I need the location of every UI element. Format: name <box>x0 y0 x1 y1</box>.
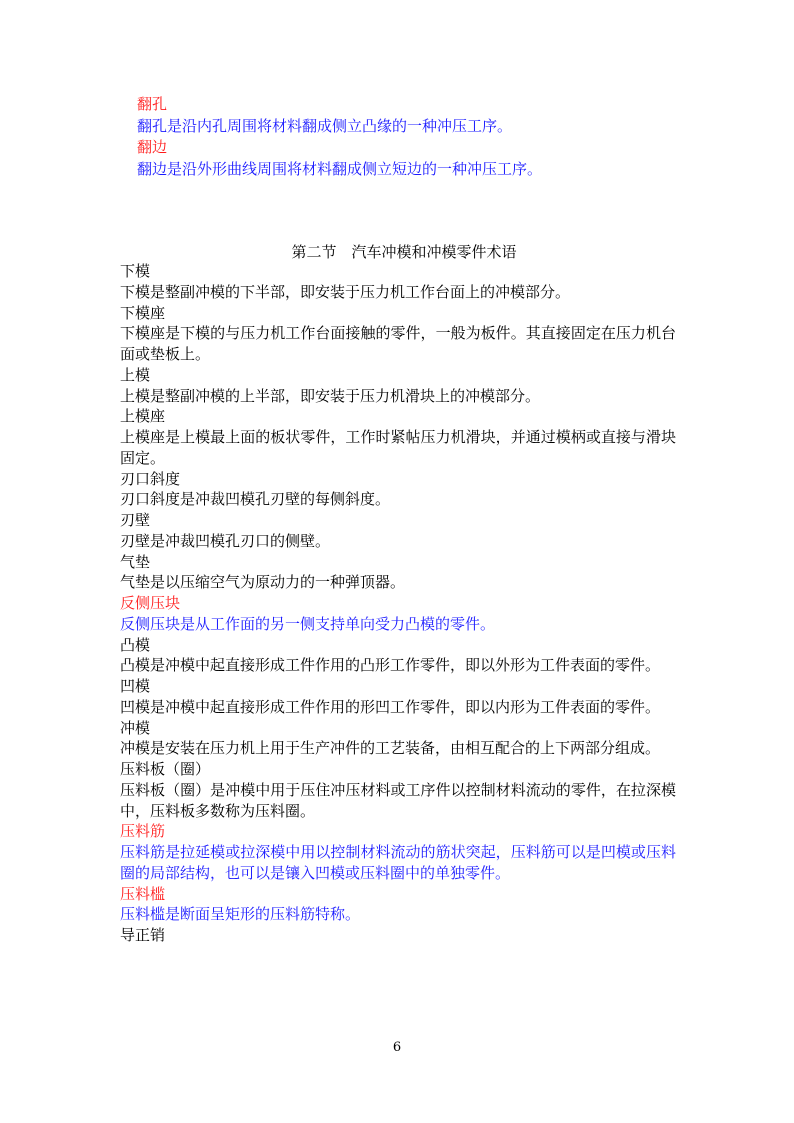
term-title: 凹模 <box>120 677 151 695</box>
term-title: 压料筋 <box>120 822 166 841</box>
term-definition: 气垫是以压缩空气为原动力的一种弹顶器。 <box>120 573 406 592</box>
term-title: 压料槛 <box>120 884 166 903</box>
terms-list <box>120 261 676 946</box>
term-title: 下模 <box>120 262 151 280</box>
term-definition: 刃壁是冲裁凹模孔刃口的侧壁。 <box>120 531 331 550</box>
term-definition: 下模是整副冲模的下半部，即安装于压力机工作台面上的冲模部分。 <box>120 282 571 301</box>
term-title: 反侧压块 <box>120 594 181 612</box>
term-definition: 冲模是安装在压力机上用于生产冲件的工艺装备，由相互配合的上下两部分组成。 <box>120 739 661 758</box>
term-definition: 翻孔是沿内孔周围将材料翻成侧立凸缘的一种冲压工序。 <box>137 116 513 135</box>
term-definition: 反侧压块是从工作面的另一侧支持单向受力凸模的零件。 <box>120 614 496 633</box>
term-definition: 上模座是上模最上面的板状零件，工作时紧帖压力机滑块，并通过模柄或直接与滑块固定。 <box>120 428 676 467</box>
term-title: 刃壁 <box>120 511 151 529</box>
term-title: 刃口斜度 <box>120 469 181 488</box>
term-definition: 压料槛是断面呈矩形的压料筋特称。 <box>120 905 361 924</box>
term-definition: 凸模是冲模中起直接形成工件作用的凸形工作零件，即以外形为工件表面的零件。 <box>120 656 661 675</box>
term-title: 翻孔 <box>137 95 168 113</box>
page-number: 6 <box>392 1040 402 1055</box>
term-title: 上模 <box>120 365 151 384</box>
intro-block <box>137 94 697 180</box>
term-definition: 压料筋是拉延模或拉深模中用以控制材料流动的筋状突起，压料筋可以是凹模或压料圈的局部结构，也可以是镶入凹模或压料圈中的单独零件。 <box>120 843 676 882</box>
term-title: 导正销 <box>120 926 166 944</box>
term-definition: 上模是整副冲模的上半部，即安装于压力机滑块上的冲模部分。 <box>120 386 541 405</box>
term-title: 冲模 <box>120 718 151 737</box>
term-definition: 压料板（圈）是冲模中用于压住冲压材料或工序件以控制材料流动的零件，在拉深模中，压料板多数称为压料圈。 <box>120 780 676 820</box>
term-definition: 下模座是下模的与压力机工作台面接触的零件，一般为板件。其直接固定在压力机台面或垫板上。 <box>120 324 676 363</box>
term-definition: 刃口斜度是冲裁凹模孔刃壁的每侧斜度。 <box>120 490 391 509</box>
term-title: 下模座 <box>120 303 166 322</box>
term-definition: 凹模是冲模中起直接形成工件作用的形凹工作零件，即以内形为工件表面的零件。 <box>120 697 661 716</box>
term-title: 凸模 <box>120 635 151 654</box>
term-title: 上模座 <box>120 407 166 426</box>
section-heading: 第二节 汽车冲模和冲模零件术语 <box>291 243 517 261</box>
term-title: 翻边 <box>137 138 168 156</box>
term-title: 压料板（圈） <box>120 760 211 778</box>
term-title: 气垫 <box>120 552 151 571</box>
term-definition: 翻边是沿外形曲线周围将材料翻成侧立短边的一种冲压工序。 <box>137 159 543 178</box>
